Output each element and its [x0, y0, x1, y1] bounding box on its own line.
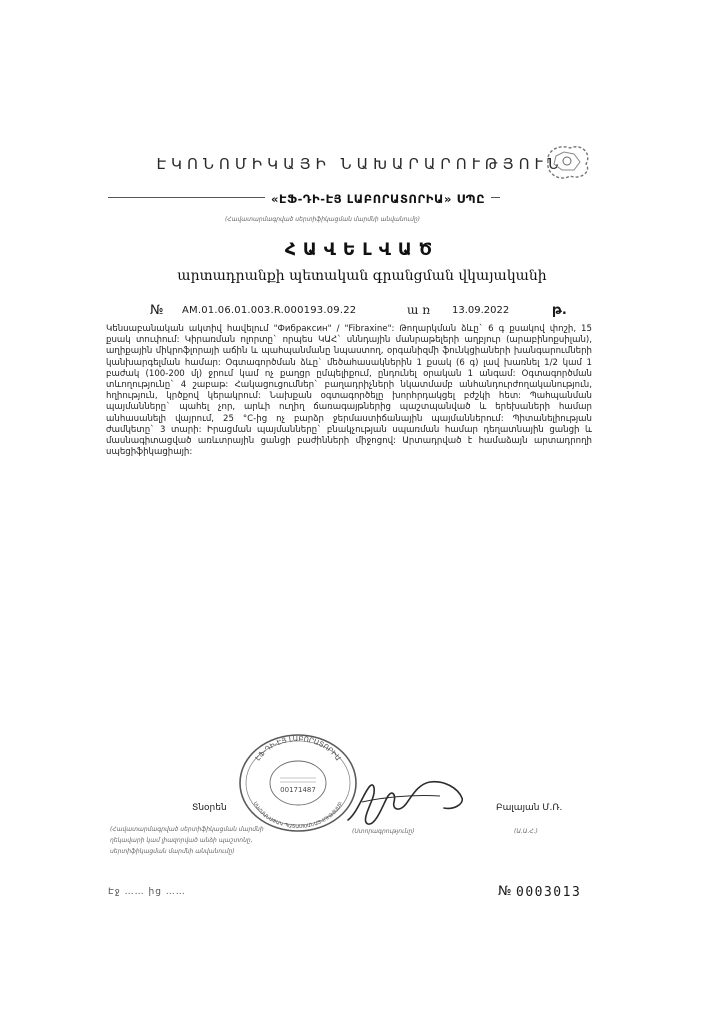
year-mark: թ. [552, 303, 567, 318]
stamp-serial: 00171487 [280, 786, 316, 794]
signatory-position: Տնօրեն [192, 803, 227, 813]
page-indicator: Էջ …… ից …… [108, 887, 186, 897]
signature-caption: (Ստորագրությունը) [352, 828, 415, 835]
position-caption-line: (Հավատարմագրված սերտիֆիկացման մարմնի [110, 826, 264, 833]
organization-name: «ԷՖ-ԴԻ-ԷՅ ԼԱԲՈՐԱՏՈՐԻԱ» ՍՊԸ [265, 192, 491, 206]
form-number: 0003013 [516, 885, 582, 900]
document-subtitle: արտադրանքի պետական գրանցման վկայականի [177, 268, 547, 284]
registration-number-label: № [150, 303, 164, 318]
registration-date: 13.09.2022 [452, 305, 510, 316]
stamp-top-text: ԷՖ-ԴԻ-ԷՅ ԼԱԲՈՐԱՏՈՐԻԱ [253, 734, 343, 763]
signatory-name: Բալայան Մ.Ռ. [496, 803, 563, 813]
organization-caption: (Հավատարմագրված սերտիֆիկացման մարմնի անվանումը) [225, 216, 421, 223]
form-number-label: № [498, 884, 512, 899]
ministry-name: ԷԿՈՆՈՄԻԿԱՅԻ ՆԱԽԱՐԱՐՈՒԹՅՈՒՆ [156, 155, 564, 173]
stamp-bottom-text: ՍԱՀՄԱՆԱՓԱԿ ՊԱՏԱՍԽԱՆԱՏՎՈՒԹՅԱՄԲ [251, 800, 345, 831]
registration-number: AM.01.06.01.003.R.000193.09.22 [182, 305, 357, 316]
position-caption [110, 824, 264, 857]
signature-scribble [340, 772, 470, 830]
product-description: Կենսաբանական ակտիվ հավելում "Фибраксин" / "Fibraxine": Թողարկման ձևը` 6 գ քսակով փոշի, 15 քսակ տուփում: Կիրառման ոլորտը` որպես ԿԱՀ` սննդային մանրաթելերի աղբյուր (արաբինոքսիլան), աղիքային միկրոֆլորայի աճին և պահպանմանը նպաստող, օրգանիզմի ֆունկցիաների խանգարումների կանխարգելման համար: Օգտագործման ձևը` մեծահասակներին 1 քսակ (6 գ) լավ խառնել 1/2 կամ 1 բաժակ (100-200 մլ) ջրում կամ ոչ քաղցր ըմպելիքում, ընդունել օրական 1 անգամ: Օգտագործման տևողությունը` 4 շաբաթ: Հակացուցումներ` բաղադրիչների նկատմամբ անհանդուրժողականություն, հղիություն, կրծքով կերակրում: Նախքան օգտագործելը խորհրդակցել բժշկի հետ: Պահպանման պայմանները` պահել չոր, արևի ուղիղ ճառագայթներից պաշտպանված և երեխաների համար անհասանելի վայրում, 25 °C-ից ոչ բարձր ջերմաստիճանային պայմաններում: Պիտանելիության ժամկետը` 3 տարի: Իրացման պայմանները` բնակչության սպառման համար դեղատնային ցանցի և մասնագիտացված առևտրային ցանցի բաժինների միջոցով: Արտադրված է համաձայն արտադրողի սպեցիֆիկացիայի: [106, 324, 592, 458]
position-caption-line: սերտիֆիկացման մարմնի անվանումը) [110, 848, 235, 855]
position-caption-line: ղեկավարի կամ լիազորված անձի պաշտոնը, [110, 837, 253, 844]
document-title: ՀԱՎԵԼՎԱԾ [284, 240, 440, 260]
date-from-label: ա ռ [407, 303, 431, 317]
ministry-logo-icon [540, 140, 594, 182]
name-caption: (Ա.Ա.Հ.) [514, 828, 538, 835]
